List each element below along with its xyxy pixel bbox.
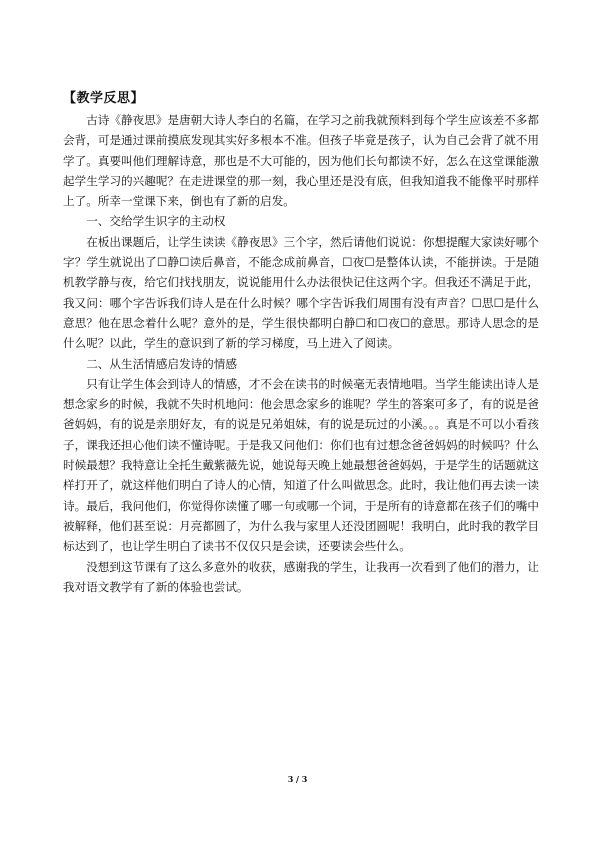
paragraph-emotion: 只有让学生体会到诗人的情感，才不会在读书的时候毫无表情地唱。当学生能读出诗人是想念家乡的时候，我就不失时机地问：他会思念家乡的谁呢？学生的答案可多了，有的说是爸爸妈妈，有的说是亲朋好友，有的说是兄弟姐妹，有的说是玩过的小溪。。。真是不可以小看孩子，课我还担心他们读不懂诗呢。于是我又问他们：你们也有过想念爸爸妈妈的时候吗？什么时候最想？我特意让全托生戴紫薇先说，她说每天晚上她最想爸爸妈妈，于是学生的话题就这样打开了，就这样他们明白了诗人的心情，知道了什么叫做思念。此时，我让他们再去读一读诗。最后，我问他们，你觉得你读懂了哪一句或哪一个词，于是所有的诗意都在孩子们的嘴中被解释，他们甚至说：月亮都圆了，为什么我与家里人还没团圆呢！我明白，此时我的教学目标达到了，也让学生明白了读书不仅仅只是会读，还要读会些什么。	[63, 376, 539, 554]
page-number: 3 / 3	[287, 774, 308, 784]
paragraph-intro: 古诗《静夜思》是唐朝大诗人李白的名篇，在学习之前我就预料到每个学生应该差不多都会背，可是通过课前摸底发现其实好多根本不准。但孩子毕竟是孩子，认为自己会背了就不用学了。真要叫他们理解诗意，那也是不大可能的，因为他们长句都读不好，怎么在这堂课能激起学生学习的兴趣呢？在走进课堂的那一刻，我心里还是没有底，但我知道我不能像平时那样上了。所幸一堂课下来，倒也有了新的启发。	[63, 113, 539, 209]
paragraph-conclusion: 没想到这节课有了这么多意外的收获，感谢我的学生，让我再一次看到了他们的潜力，让我对语文教学有了新的体验也尝试。	[63, 559, 539, 594]
subheading-emotion: 二、从生活情感启发诗的情感	[86, 356, 237, 371]
subheading-literacy: 一、交给学生识字的主动权	[86, 214, 226, 229]
paragraph-literacy: 在板出课题后，让学生读读《静夜思》三个字，然后请他们说说：你想提醒大家读好哪个字？学生就说出了☐静☐读后鼻音，不能念成前鼻音，☐夜☐是整体认读，不能拼读。于是随机教学静与夜，给它们找找朋友，说说能用什么办法很快记住这两个字。但我还不满足于此，我又问：哪个字告诉我们诗人是在什么时候？哪个字告诉我们周围有没有声音？☐思☐是什么意思？他在思念着什么呢？意外的是，学生很快都明白静☐和☐夜☐的意思。那诗人思念的是什么呢？以此，学生的意识到了新的学习梯度，马上进入了阅读。	[63, 234, 539, 351]
document-body	[63, 110, 539, 597]
section-heading: 【教学反思】	[63, 91, 145, 106]
